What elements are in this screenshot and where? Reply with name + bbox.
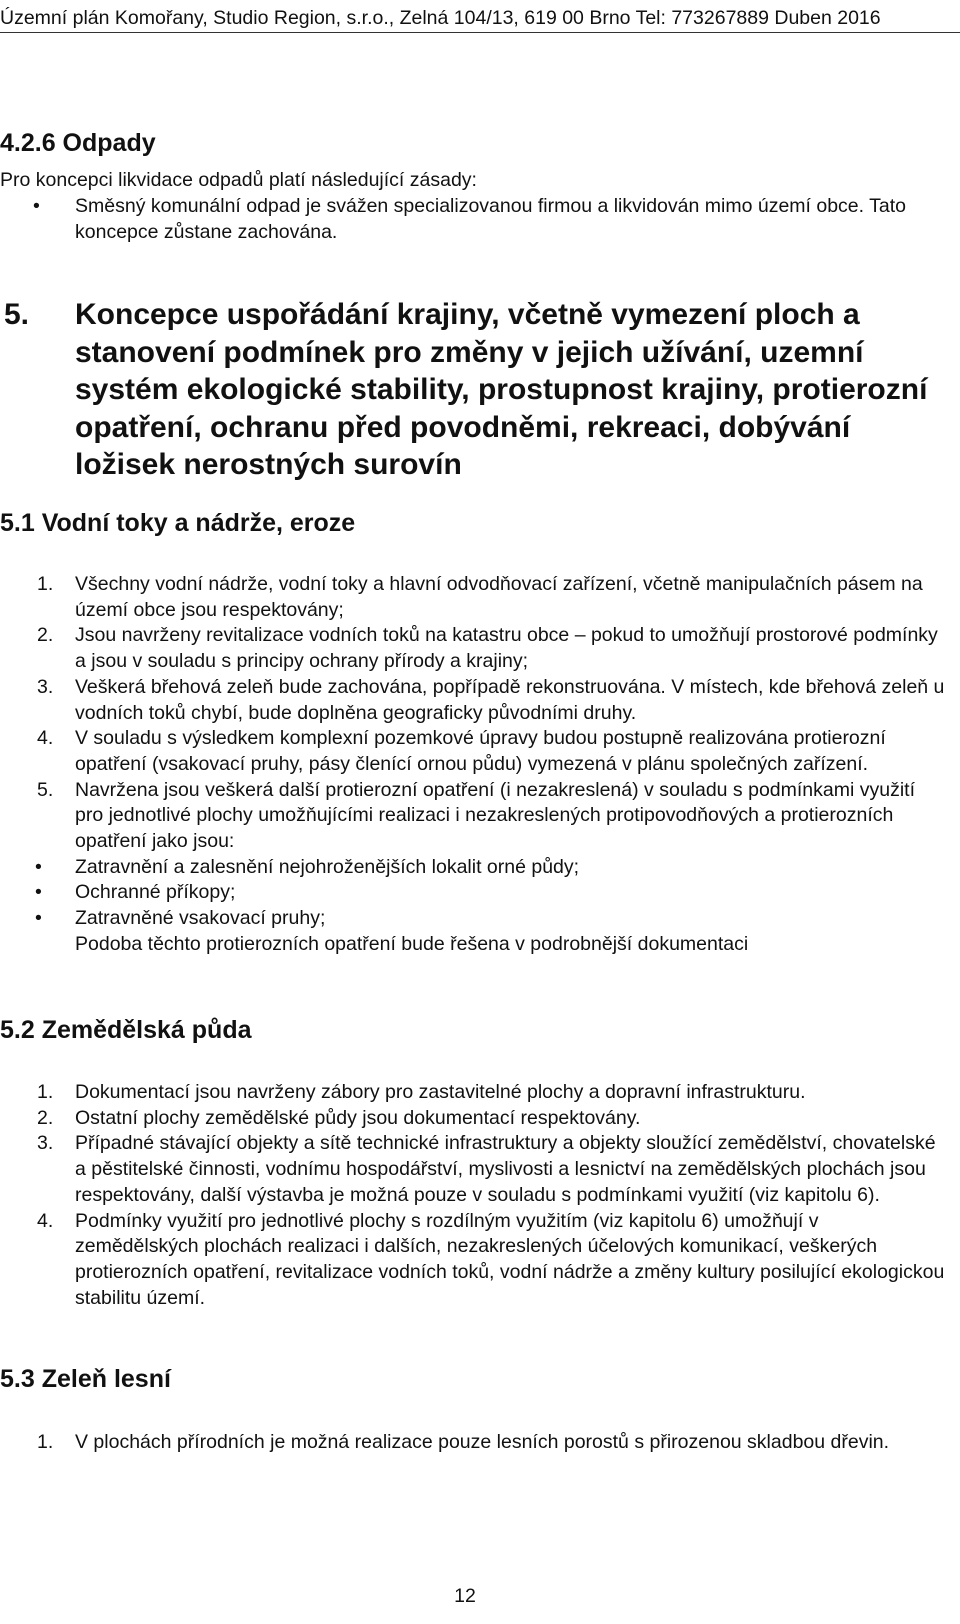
sub-bullet-text: Zatravněné vsakovací pruhy;: [75, 907, 326, 930]
list-item: [0, 778, 945, 958]
header-divider: [0, 32, 960, 33]
chapter-5-title: [0, 296, 930, 484]
list-item: [0, 1131, 945, 1208]
list-text: V souladu s výsledkem komplexní pozemkové úpravy budou postupně realizována protierozní opatření (vsakovací pruhy, pásy členící ornou půdu) vymezená v plánu společných zařízení.: [75, 727, 886, 775]
list-number: 3.: [37, 675, 54, 698]
sub-bullet-item: [35, 855, 945, 881]
list-number: 4.: [37, 1209, 54, 1232]
list-number: 1.: [37, 573, 54, 595]
bullet-text: Směsný komunální odpad je svážen specializovanou firmou a likvidován mimo území obce. Tato koncepce zůstane zachována.: [75, 195, 906, 243]
list-item: [0, 675, 945, 726]
list-text: V plochách přírodních je možná realizace pouze lesních porostů s přirozenou skladbou dřevin.: [75, 1431, 890, 1453]
list-item: [0, 572, 945, 623]
section-5-1-list: [0, 572, 945, 958]
list-number: 1.: [37, 1081, 54, 1103]
section-5-2-list: [0, 1080, 945, 1311]
closing-note: Podoba těchto protierozních opatření bude řešena v podrobnější dokumentaci: [75, 932, 749, 955]
section-4-2-6-title: 4.2.6 Odpady: [0, 129, 156, 157]
list-text: Všechny vodní nádrže, vodní toky a hlavní odvodňovací zařízení, včetně manipulačních pásem na území obce jsou respektovány;: [75, 573, 923, 621]
list-text: Podmínky využití pro jednotlivé plochy s rozdílným využitím (viz kapitolu 6) umožňují v zemědělských plochách realizaci i dalších, nezakreslených účelových komunikací, veškerých protierozních opatření, revitalizace vodních toků, vodní nádrže a změny kultury posilující ekologickou stabilitu území.: [75, 1209, 945, 1309]
section-5-1-title: 5.1 Vodní toky a nádrže, eroze: [0, 509, 356, 537]
list-text: Ostatní plochy zemědělské půdy jsou dokumentací respektovány.: [75, 1106, 641, 1129]
list-item: [0, 1209, 945, 1312]
list-text: Jsou navrženy revitalizace vodních toků na katastru obce – pokud to umožňují prostorové podmínky a jsou v souladu s principy ochrany přírody a krajiny;: [75, 624, 938, 673]
list-item: [0, 1080, 945, 1106]
chapter-5-text: Koncepce uspořádání krajiny, včetně vymezení ploch a stanovení podmínek pro změny v jejich užívání, uzemní systém ekologické stability, prostupnost krajiny, protierozní opatření, ochranu před povodněmi, rekreaci, dobývání ložisek nerostných surovín: [75, 298, 928, 481]
section-5-3-list: [0, 1430, 945, 1456]
list-number: 2.: [37, 1106, 54, 1129]
list-number: 5.: [37, 778, 54, 801]
list-text: Případné stávající objekty a sítě technické infrastruktury a objekty sloužící zemědělství, chovatelské a pěstitelské činnosti, vodnímu hospodářství, myslivosti a lesnictví na zemědělských plochách jsou respektovány, další výstavba je možná pouze v souladu s podmínkami využití (viz kapitolu 6).: [75, 1132, 936, 1206]
list-item: [0, 1430, 945, 1456]
sub-bullet-text: Zatravnění a zalesnění nejohroženějších lokalit orné půdy;: [75, 855, 580, 878]
bullet-symbol: •: [35, 855, 42, 878]
sub-bullet-item: [35, 880, 945, 906]
chapter-5-number: 5.: [4, 298, 30, 331]
list-text: Dokumentací jsou navrženy zábory pro zastavitelné plochy a dopravní infrastrukturu.: [75, 1081, 806, 1103]
section-5-3-title: 5.3 Zeleň lesní: [0, 1365, 171, 1393]
bullet-symbol: •: [35, 881, 42, 904]
list-text: Navržena jsou veškerá další protierozní opatření (i nezakreslená) v souladu s podmínkami využití pro jednotlivé plochy umožňujícími realizaci i nezakreslených protipovodňových a protierozních opatření jako jsou:: [75, 778, 915, 853]
list-text: Veškerá břehová zeleň bude zachována, popřípadě rekonstruována. V místech, kde břehová zeleň u vodních toků chybí, bude doplněna geograficky původními druhy.: [75, 675, 945, 724]
list-number: 4.: [37, 727, 54, 750]
sub-bullet-text: Ochranné příkopy;: [75, 881, 236, 904]
page-number: 12: [454, 1585, 476, 1607]
bullet-item: [0, 193, 950, 245]
bullet-symbol: •: [35, 907, 42, 930]
sub-bullet-item: [35, 906, 945, 932]
list-item: [0, 623, 945, 674]
sub-bullet-list: [35, 855, 945, 932]
section-5-2-title: 5.2 Zemědělská půda: [0, 1016, 252, 1044]
list-number: 2.: [37, 624, 54, 647]
list-number: 1.: [37, 1431, 54, 1453]
section-4-2-6-intro: Pro koncepci likvidace odpadů platí následující zásady:: [0, 169, 477, 191]
list-number: 3.: [37, 1132, 54, 1155]
page-header: Územní plán Komořany, Studio Region, s.r.o., Zelná 104/13, 619 00 Brno Tel: 773267889 Duben 2016: [0, 7, 881, 29]
list-item: [0, 726, 945, 777]
list-item: [0, 1106, 945, 1132]
bullet-symbol: •: [33, 195, 40, 217]
section-4-2-6-bullets: [0, 193, 950, 245]
